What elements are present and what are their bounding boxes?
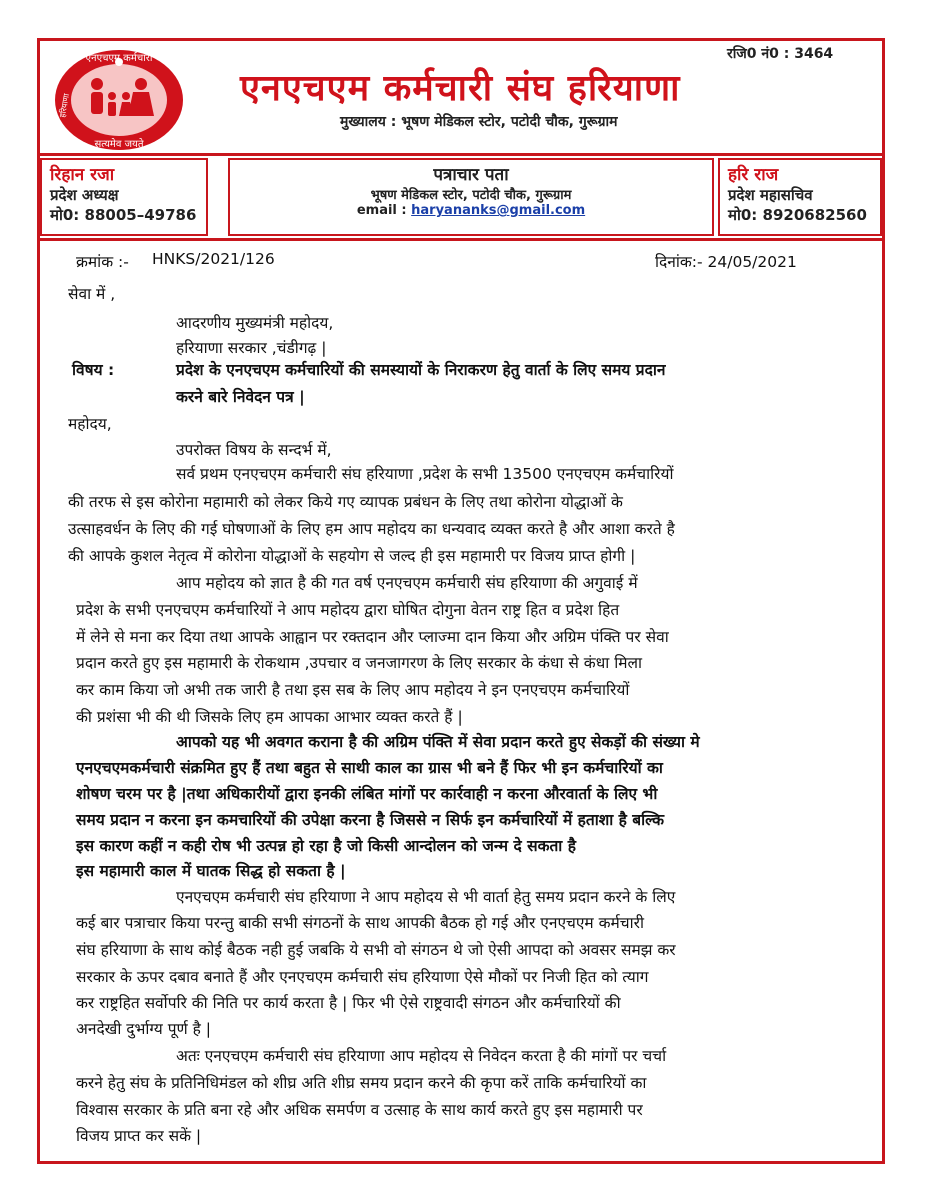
paragraph-line: में लेने से मना कर दिया तथा आपके आह्वान पर रक्तदान और प्लाज्मा दान किया और अग्रिम पंक्ति पर सेवा [76,628,669,646]
paragraph-line: कर काम किया जो अभी तक जारी है तथा इस सब के लिए आप महोदय ने इन एनएचएम कर्मचारियों [76,681,630,699]
president-name: रिहान रजा [50,165,115,185]
paragraph-line: इस महामारी काल में घातक सिद्ध हो सकता है | [76,862,346,880]
paragraph-line: एनएचएम कर्मचारी संघ हरियाणा ने आप महोदय से भी वार्ता हेतु समय प्रदान करने के लिए [176,888,676,906]
paragraph-line: की प्रशंसा भी की थी जिसके लिए हम आपका आभार व्यक्त करते हैं | [76,708,463,726]
paragraph-line: एनएचएमकर्मचारी संक्रमित हुए हैं तथा बहुत से साथी काल का ग्रास भी बने हैं फिर भी इन कर्मचारियों का [76,759,663,777]
paragraph-line: इस कारण कहीं न कही रोष भी उत्पन्न हो रहा है जो किसी आन्दोलन को जन्म दे सकता है [76,837,576,855]
contacts-divider [40,238,882,241]
registration-number: रजि0 नं0 : 3464 [727,46,834,62]
salutation: महोदय, [68,415,112,433]
logo-top-text: एनएचएम कर्मचारी [85,53,153,64]
paragraph-line: शोषण चरम पर है |तथा अधिकारीयों द्वारा इनकी लंबित मांगों पर कार्रवाही न करना औरवार्ता के लिए भी [76,785,658,803]
paragraph-line: कई बार पत्राचार किया परन्तु बाकी सभी संगठनों के साथ आपकी बैठक हो गई और एनएचएम कर्मचारी [76,914,645,932]
paragraph-line: आपको यह भी अवगत कराना है की अग्रिम पंक्ति में सेवा प्रदान करते हुए सेकड़ों की संख्या मे [176,733,700,751]
logo-inner-disc [71,64,167,136]
paragraph-line: कर राष्ट्रहित सर्वोपरि की निति पर कार्य करता है | फिर भी ऐसे राष्ट्रवादी संगठन और कर्मचारियों की [76,994,621,1012]
subject-line: प्रदेश के एनएचएम कर्मचारियों की समस्यायों के निराकरण हेतु वार्ता के लिए समय प्रदान [176,361,666,379]
organization-title: एनएचएम कर्मचारी संघ हरियाणा [240,68,681,109]
logo-bottom-text: सत्यमेव जयते [94,139,144,150]
intro-line: उपरोक्त विषय के सन्दर्भ में, [176,441,332,459]
secretary-phone: मो0: 8920682560 [728,206,867,224]
reference-number: HNKS/2021/126 [152,250,275,268]
correspondence-address-box [228,158,714,236]
paragraph-line: संघ हरियाणा के साथ कोई बैठक नही हुई जबकि ये सभी वो संगठन थे जो ऐसी आपदा को अवसर समझ कर [76,941,676,959]
paragraph-line: की तरफ से इस कोरोना महामारी को लेकर किये गए व्यापक प्रबंधन के लिए तथा कोरोना योद्धाओं के [68,493,623,511]
headquarters-address: मुख्यालय : भूषण मेडिकल स्टोर, पटोदी चौक, गुरूग्राम [340,114,618,130]
president-phone: मो0: 88005–49786 [50,206,197,224]
reference-label: क्रमांक :- [76,253,129,271]
paragraph-line: उत्साहवर्धन के लिए की गई घोषणाओं के लिए हम आप महोदय का धन्यवाद व्यक्त करते है और आशा करते है [68,520,675,538]
subject-label: विषय : [72,361,115,379]
subject-line: करने बारे निवेदन पत्र | [176,388,305,406]
email-link[interactable]: haryananks@gmail.com [411,203,586,218]
correspondence-heading: पत्राचार पता [433,165,509,185]
recipient-line: आदरणीय मुख्यमंत्री महोदय, [176,314,334,332]
president-role: प्रदेश अध्यक्ष [50,186,119,204]
paragraph-line: प्रदेश के सभी एनएचएम कर्मचारियों ने आप महोदय द्वारा घोषित दोगुना वेतन राष्ट्र हित व प्रदेश हित [76,601,620,619]
secretary-contact-box [718,158,882,236]
union-logo [52,48,186,152]
paragraph-line: विजय प्राप्त कर सकें | [76,1127,202,1145]
to-line: सेवा में , [68,285,116,303]
secretary-role: प्रदेश महासचिव [728,186,813,204]
paragraph-line: की आपके कुशल नेतृत्व में कोरोना योद्धाओं के सहयोग से जल्द ही इस महामारी पर विजय प्राप्त होगी | [68,547,636,565]
paragraph-line: आप महोदय को ज्ञात है की गत वर्ष एनएचएम कर्मचारी संघ हरियाणा की अगुवाई में [176,574,638,592]
letter-date: दिनांक:- 24/05/2021 [655,253,797,271]
correspondence-address: भूषण मेडिकल स्टोर, पटोदी चौक, गुरूग्राम [370,188,572,203]
paragraph-line: प्रदान करते हुए इस महामारी के रोकथाम ,उपचार व जनजागरण के लिए सरकार के कंधा से कंधा मिला [76,654,642,672]
secretary-name: हरि राज [728,165,779,185]
header-divider [40,153,882,156]
paragraph-line: समय प्रदान न करना इन कमचारियों की उपेक्षा करना है जिससे न सिर्फ इन कर्मचारियों में हताशा है बल्कि [76,811,665,829]
paragraph-line: सर्व प्रथम एनएचएम कर्मचारी संघ हरियाणा ,प्रदेश के सभी 13500 एनएचएम कर्मचारियों [176,465,674,483]
paragraph-line: करने हेतु संघ के प्रतिनिधिमंडल को शीघ्र अति शीघ्र समय प्रदान करने की कृपा करें ताकि कर्मचारियों का [76,1074,647,1092]
president-contact-box [40,158,208,236]
email-label: email : [356,203,412,218]
paragraph-line: विश्वास सरकार के प्रति बना रहे और अधिक समर्पण व उत्साह के साथ कार्य करते हुए इस महामारी पर [76,1101,643,1119]
paragraph-line: अतः एनएचएम कर्मचारी संघ हरियाणा आप महोदय से निवेदन करता है की मांगों पर चर्चा [176,1047,667,1065]
correspondence-email-line [230,203,712,218]
recipient-address-line: हरियाणा सरकार ,चंडीगढ़ | [176,339,327,357]
logo-side-text: हरियाणा [58,92,72,119]
paragraph-line: सरकार के ऊपर दबाव बनाते हैं और एनएचएम कर्मचारी संघ हरियाणा ऐसे मौकों पर निजी हित को त्याग [76,968,649,986]
paragraph-line: अनदेखी दुर्भाग्य पूर्ण है | [76,1020,212,1038]
